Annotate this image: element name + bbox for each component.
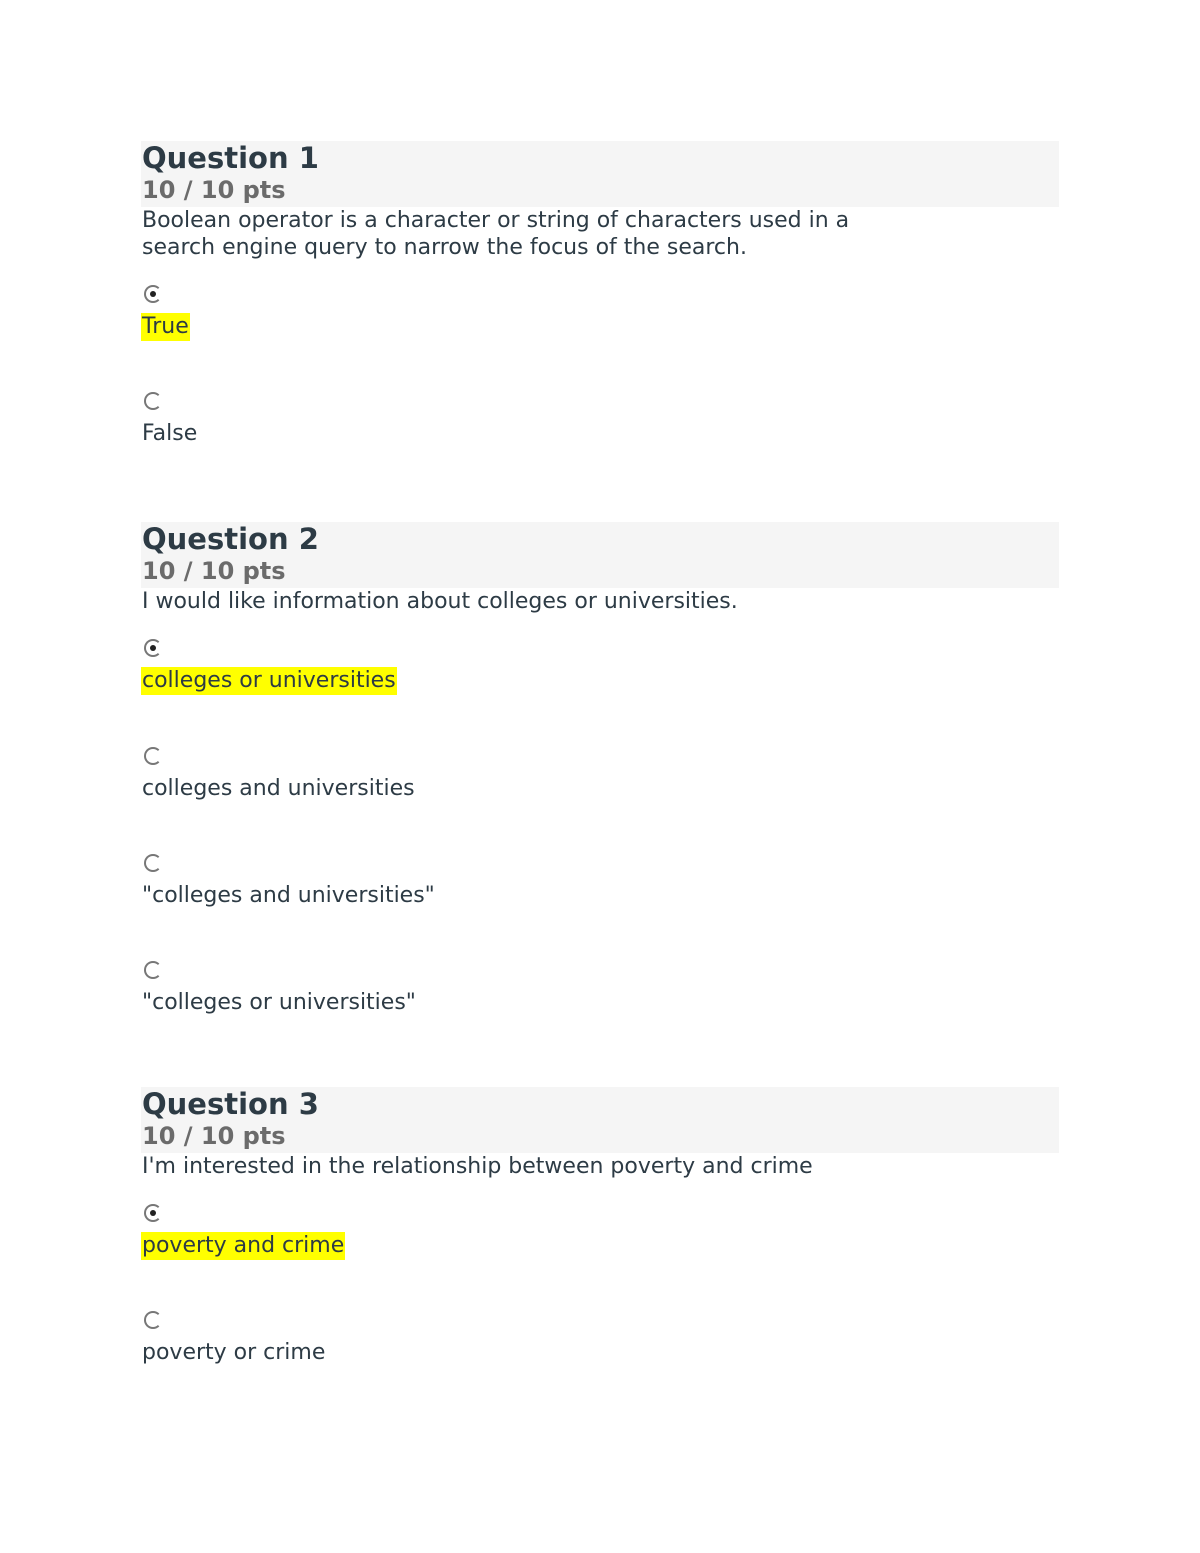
radio-selected-icon[interactable] — [144, 639, 162, 657]
question-points: 10 / 10 pts — [142, 557, 286, 585]
answer-label: poverty or crime — [142, 1340, 326, 1365]
answer-option-false[interactable] — [141, 392, 841, 462]
answer-option-2[interactable] — [141, 1311, 841, 1381]
answer-label: True — [142, 314, 189, 339]
question-3 — [141, 1087, 1059, 1365]
answer-option-4[interactable] — [141, 961, 841, 1031]
answer-option-true[interactable] — [141, 285, 841, 355]
question-1 — [141, 141, 1059, 446]
question-title: Question 1 — [142, 141, 319, 175]
answer-label: colleges or universities — [142, 668, 396, 693]
radio-unselected-icon[interactable] — [144, 392, 162, 410]
question-title: Question 2 — [142, 522, 319, 556]
answer-label: False — [142, 421, 198, 446]
radio-unselected-icon[interactable] — [144, 854, 162, 872]
answer-option-2[interactable] — [141, 747, 841, 817]
answer-option-3[interactable] — [141, 854, 841, 924]
question-header — [141, 141, 1059, 207]
question-title: Question 3 — [142, 1087, 319, 1121]
question-2 — [141, 522, 1059, 1015]
answer-label: "colleges or universities" — [142, 990, 416, 1015]
answer-label: poverty and crime — [142, 1233, 345, 1258]
question-header — [141, 1087, 1059, 1153]
question-header — [141, 522, 1059, 588]
radio-unselected-icon[interactable] — [144, 747, 162, 765]
answer-label: "colleges and universities" — [142, 883, 435, 908]
answer-option-1[interactable] — [141, 639, 841, 709]
question-text: Boolean operator is a character or string of characters used in a search engine query to narrow the focus of the search. — [142, 208, 850, 260]
radio-unselected-icon[interactable] — [144, 1311, 162, 1329]
radio-unselected-icon[interactable] — [144, 961, 162, 979]
question-points: 10 / 10 pts — [142, 1122, 286, 1150]
answer-label: colleges and universities — [142, 776, 415, 801]
radio-selected-icon[interactable] — [144, 1204, 162, 1222]
question-points: 10 / 10 pts — [142, 176, 286, 204]
answer-option-1[interactable] — [141, 1204, 841, 1274]
question-text: I would like information about colleges or universities. — [142, 589, 738, 614]
question-text: I'm interested in the relationship between poverty and crime — [142, 1154, 813, 1179]
radio-selected-icon[interactable] — [144, 285, 162, 303]
